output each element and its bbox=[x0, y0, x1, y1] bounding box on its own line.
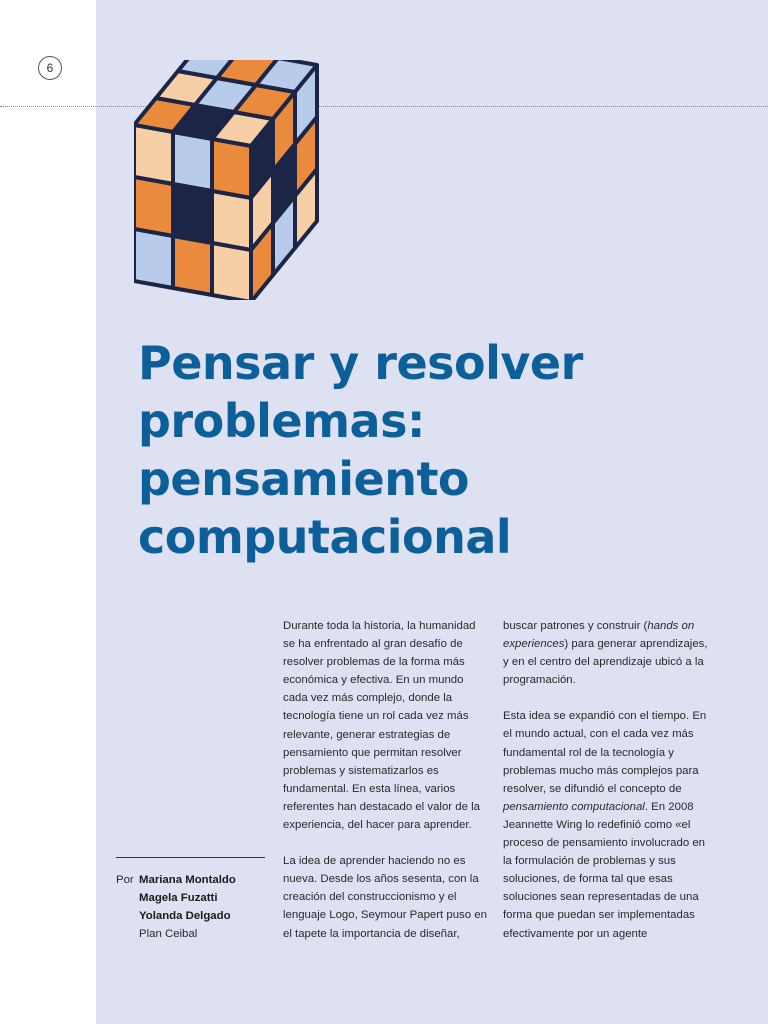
author-name: Mariana Montaldo bbox=[139, 874, 236, 886]
author-byline bbox=[116, 871, 286, 943]
title-line-3: pensamiento bbox=[138, 452, 470, 506]
paragraph bbox=[503, 617, 708, 689]
paragraph: La idea de aprender haciendo no es nueva. Desde los años sesenta, con la creación del construccionismo y el lenguaje Logo, Seymour Papert puso en el tapete la importancia de diseñar, bbox=[283, 855, 487, 940]
title-line-1: Pensar y resolver bbox=[138, 336, 583, 390]
page-number: 6 bbox=[38, 56, 62, 80]
author-organization: Plan Ceibal bbox=[139, 928, 198, 941]
author-name: Magela Fuzatti bbox=[139, 892, 218, 905]
title-line-2: problemas: bbox=[138, 394, 425, 448]
article-title bbox=[138, 334, 698, 566]
paragraph: Durante toda la historia, la humanidad se ha enfrentado al gran desafío de resolver problemas de la forma más económica y efectiva. En un mundo cada vez más complejo, donde la tecnología tiene un rol cada vez más relevante, generar estrategias de pensamiento que permitan resolver problemas y sistematizarlos es fundamental. En esta línea, varios referentes han destacado el valor de la experiencia, del hacer para aprender. bbox=[283, 620, 480, 832]
text-run: Esta idea se expandió con el tiempo. En el mundo actual, con el cada vez más fundamental rol de la tecnología y problemas mucho más complejos para resolver, se difundió el concepto de bbox=[503, 710, 707, 795]
rubiks-cube-illustration bbox=[134, 60, 334, 300]
author-name: Yolanda Delgado bbox=[139, 910, 231, 923]
body-column-2 bbox=[503, 617, 708, 943]
text-run: ) para generar aprendizajes, y en el centro del aprendizaje ubicó a la programación. bbox=[503, 638, 708, 687]
paragraph bbox=[503, 707, 708, 942]
header-dotted-rule bbox=[0, 106, 768, 107]
byline-prefix: Por bbox=[116, 874, 134, 886]
text-run: . En 2008 Jeannette Wing lo redefinió como «el proceso de pensamiento involucrado en la formulación de problemas y sus soluciones, de forma tal que esas soluciones sean representadas de una forma que puedan ser implementadas efectivamente por un agente bbox=[503, 800, 706, 940]
emphasis-text: hands on experiences bbox=[503, 620, 695, 651]
body-column-1 bbox=[283, 617, 488, 943]
byline-divider bbox=[116, 857, 265, 858]
emphasis-text: pensamiento computacional bbox=[503, 800, 645, 813]
text-run: buscar patrones y construir ( bbox=[503, 620, 648, 632]
title-line-4: computacional bbox=[138, 510, 512, 564]
